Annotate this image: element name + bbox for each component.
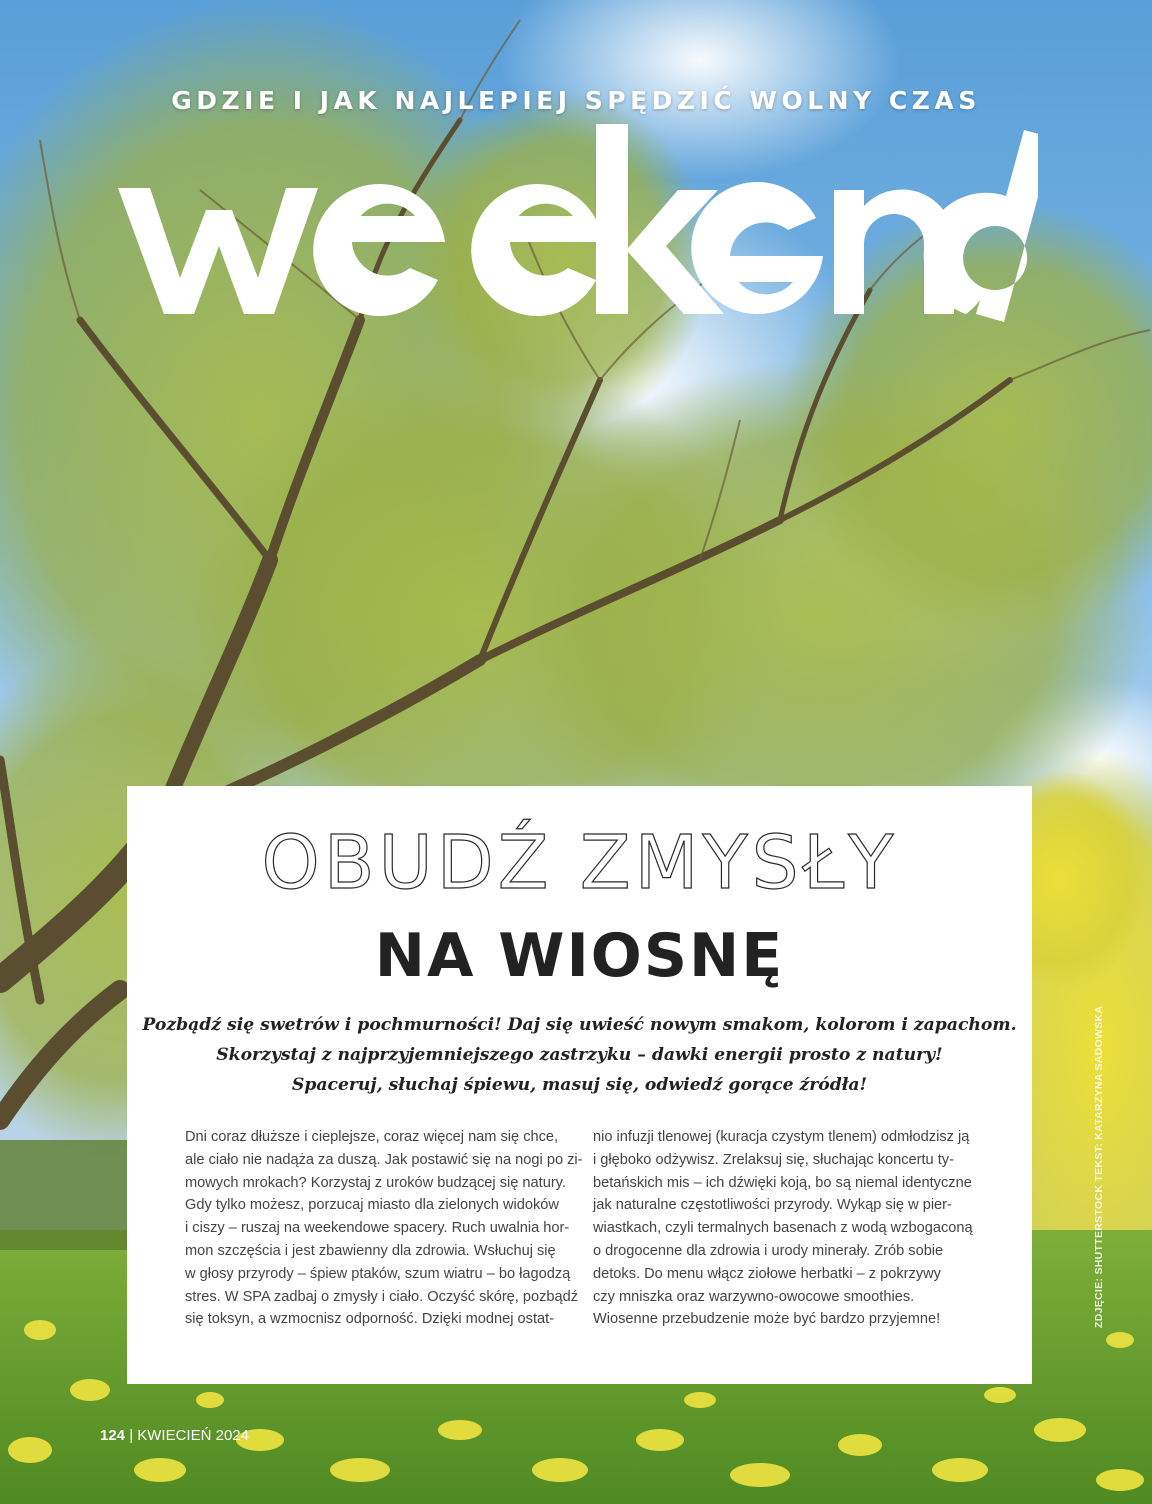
- body-line: wiastkach, czyli termalnych basenach z wodą wzbogaconą: [593, 1220, 973, 1237]
- folio-separator: |: [125, 1427, 138, 1444]
- article-title-outline: OBUDŹ ZMYSŁY: [261, 820, 898, 906]
- body-line: Wiosenne przebudzenie może być bardzo przyjemne!: [593, 1311, 941, 1328]
- body-line: stres. W SPA zadbaj o zmysły i ciało. Oczyść skórę, pozbądź: [185, 1288, 579, 1305]
- lead-line: Skorzystaj z najprzyjemniejszego zastrzyku – dawki energii prosto z natury!: [216, 1045, 943, 1065]
- page-folio: [100, 1427, 249, 1444]
- article-lead: [127, 1010, 1032, 1100]
- article-panel: [127, 786, 1032, 1384]
- body-line: jak naturalne częstotliwości przyrody. Wykąp się w pier-: [593, 1197, 952, 1214]
- article-title-bold: NA WIOSNĘ: [374, 921, 785, 991]
- body-line: nio infuzji tlenowej (kuracja czystym tlenem) odmłodzisz ją: [593, 1129, 970, 1145]
- body-column-left: [185, 1126, 583, 1331]
- body-line: czy mniszka oraz warzywno-owocowe smoothies.: [593, 1288, 915, 1305]
- header-kicker: GDZIE I JAK NAJLEPIEJ SPĘDZIĆ WOLNY CZAS: [171, 86, 981, 115]
- weekend-logo: [118, 118, 1038, 328]
- body-line: ale ciało nie nadąża za duszą. Jak postawić się na nogi po zi-: [185, 1151, 583, 1168]
- lead-line: Pozbądź się swetrów i pochmurności! Daj się uwieść nowym smakom, kolorom i zapachom.: [142, 1015, 1017, 1035]
- body-line: i głęboko odżywisz. Zrelaksuj się, słuchając koncertu ty-: [593, 1151, 954, 1168]
- issue-date: KWIECIEŃ 2024: [137, 1427, 249, 1444]
- lead-line: Spaceruj, słuchaj śpiewu, masuj się, odwiedź gorące źródła!: [291, 1075, 868, 1095]
- body-line: betańskich mis – ich dźwięki koją, bo są niemal identyczne: [593, 1174, 972, 1191]
- body-line: o drogocenne dla zdrowia i urody minerały. Zrób sobie: [593, 1242, 944, 1259]
- body-line: Gdy tylko możesz, porzucaj miasto dla zielonych widoków: [185, 1197, 559, 1214]
- body-line: mon szczęścia i jest zbawienny dla zdrowia. Wsłuchuj się: [185, 1242, 556, 1259]
- body-line: w głosy przyrody – śpiew ptaków, szum wiatru – bo łagodzą: [185, 1265, 571, 1282]
- page-number: 124: [100, 1427, 126, 1444]
- photo-credit: ZDJĘCIE: SHUTTERSTOCK TEKST: KATARZYNA SADOWSKA: [1093, 1005, 1105, 1328]
- body-line: Dni coraz dłuższe i cieplejsze, coraz więcej nam się chce,: [185, 1129, 559, 1145]
- body-column-right: [593, 1126, 985, 1331]
- body-line: mowych mrokach? Korzystaj z uroków budzącej się natury.: [185, 1174, 566, 1191]
- body-line: i ciszy – ruszaj na weekendowe spacery. Ruch uwalnia hor-: [185, 1220, 570, 1237]
- body-line: detoks. Do menu włącz ziołowe herbatki – z pokrzywy: [593, 1265, 941, 1282]
- body-line: się toksyn, a wzmocnisz odporność. Dzięki modnej ostat-: [185, 1311, 555, 1328]
